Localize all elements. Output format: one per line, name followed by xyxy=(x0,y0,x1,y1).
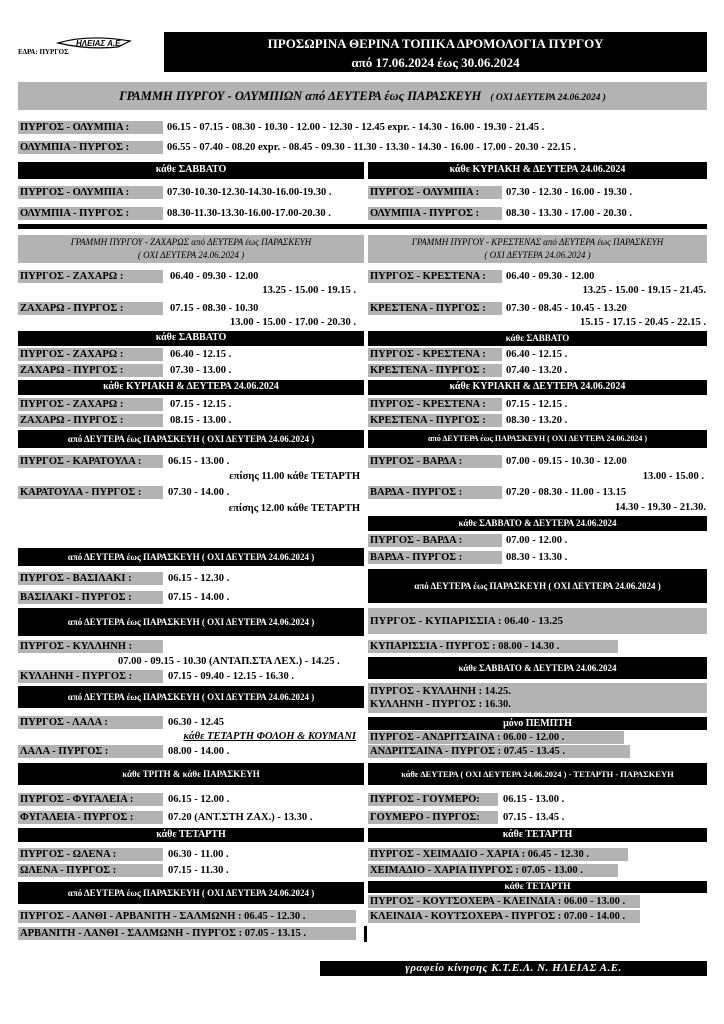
route-label: ΠΥΡΓΟΣ - ΟΛΥΜΠΙΑ : xyxy=(368,186,502,199)
title-line-2: από 17.06.2024 έως 30.06.2024 xyxy=(351,55,520,70)
route-times: 08.30-11.30-13.30-16.00-17.00-20.30 . xyxy=(167,208,331,219)
route-label: ΩΛΕΝΑ - ΠΥΡΓΟΣ : xyxy=(18,864,163,877)
varda-heading: από ΔΕΥΤΕΡΑ έως ΠΑΡΑΣΚΕΥΗ ( ΟΧΙ ΔΕΥΤΕΡΑ 24.06.2024 ) xyxy=(368,430,707,448)
varda-saturday-heading: κάθε ΣΑΒΒΑΤΟ & ΔΕΥΤΕΡΑ 24.06.2024 xyxy=(368,516,707,531)
route-label: ΠΥΡΓΟΣ - ΒΑΡΔΑ : xyxy=(368,534,502,547)
route-label: ΠΥΡΓΟΣ - ΚΡΕΣΤΕΝΑ : xyxy=(368,348,502,361)
route-times: 15.15 - 17.15 - 20.45 - 22.15 . xyxy=(580,317,706,328)
route-times: 06.40 - 09.30 - 12.00 xyxy=(506,271,595,282)
route-times: 08.30 - 13.30 - 17.00 - 20.30 . xyxy=(506,208,632,219)
fygaleia-heading: κάθε ΤΡΙΤΗ & κάθε ΠΑΡΑΣΚΕΥΗ xyxy=(18,763,364,785)
route-times: 08.30 - 13.20 . xyxy=(506,415,568,426)
route-times: 06.15 - 13.00 . xyxy=(503,794,565,805)
divider xyxy=(18,224,707,229)
koutsochera-heading: κάθε ΤΕΤΑΡΤΗ xyxy=(368,881,707,893)
olympia-heading-main: ΓΡΑΜΜΗ ΠΥΡΓΟΥ - ΟΛΥΜΠΙΩΝ από ΔΕΥΤΕΡΑ έως ΠΑΡΑΣΚΕΥΗ xyxy=(119,89,482,103)
route-times: 07.30-10.30-12.30-14.30-16.00-19.30 . xyxy=(167,187,332,198)
route-label: ΖΑΧΑΡΩ - ΠΥΡΓΟΣ : xyxy=(18,302,163,315)
route-times: 07.30 - 08.45 - 10.45 - 13.20 xyxy=(506,303,627,314)
zacharo-heading-line1: ΓΡΑΜΜΗ ΠΥΡΓΟΥ - ΖΑΧΑΡΩΣ από ΔΕΥΤΕΡΑ έως ΠΑΡΑΣΚΕΥΗ xyxy=(70,237,312,247)
route-label: ΠΥΡΓΟΣ - ΖΑΧΑΡΩ : xyxy=(18,348,163,361)
route-label: ΚΑΡΑΤΟΥΛΑ - ΠΥΡΓΟΣ : xyxy=(18,486,163,499)
route-times: 08.00 - 14.00 . xyxy=(168,746,230,757)
route-times: 06.40 - 09.30 - 12.00 xyxy=(170,271,259,282)
route-times: 08.30 - 13.30 . xyxy=(506,552,568,563)
title-line-1: ΠΡΟΣΩΡΙΝΑ ΘΕΡΙΝΑ ΤΟΠΙΚΑ ΔΡΟΜΟΛΟΓΙΑ ΠΥΡΓΟΥ xyxy=(267,36,604,51)
olympia-saturday-heading: κάθε ΣΑΒΒΑΤΟ xyxy=(18,162,364,179)
route-times: 07.15 - 09.40 - 12.15 - 16.30 . xyxy=(168,671,294,682)
route-times: 07.40 - 13.20 . xyxy=(506,365,568,376)
route-times: 07.15 - 08.30 - 10.30 xyxy=(170,303,259,314)
kyparissia-return: ΚΥΠΑΡΙΣΣΙΑ - ΠΥΡΓΟΣ : 08.00 - 14.30 . xyxy=(368,640,618,653)
route-label: ΟΛΥΜΠΙΑ - ΠΥΡΓΟΣ : xyxy=(368,207,502,220)
kyllini-heading: από ΔΕΥΤΕΡΑ έως ΠΑΡΑΣΚΕΥΗ ( ΟΧΙ ΔΕΥΤΕΡΑ 24.06.2024 ) xyxy=(18,608,364,636)
kyllini-saturday-return: ΚΥΛΛΗΝΗ - ΠΥΡΓΟΣ : 16.30. xyxy=(370,699,511,710)
route-label: ΚΥΛΛΗΝΗ - ΠΥΡΓΟΣ : xyxy=(18,670,163,683)
route-label: ΠΥΡΓΟΣ - ΦΥΓΑΛΕΙΑ : xyxy=(18,793,163,806)
lala-heading: από ΔΕΥΤΕΡΑ έως ΠΑΡΑΣΚΕΥΗ ( ΟΧΙ ΔΕΥΤΕΡΑ 24.06.2024 ) xyxy=(18,686,364,708)
route-times: 06.15 - 07.15 - 08.30 - 10.30 - 12.00 - 12.30 - 12.45 expr. - 14.30 - 16.00 - 19.30 - 21.45 . xyxy=(167,122,545,133)
route-times: 14.30 - 19.30 - 21.30. xyxy=(615,502,706,513)
cheimadio-outbound: ΠΥΡΓΟΣ - ΧΕΙΜΑΔΙΟ - ΧΑΡΙΑ : 06.45 - 12.30 . xyxy=(368,848,628,861)
route-label: ΠΥΡΓΟΣ - ΛΑΛΑ : xyxy=(18,716,163,729)
zacharo-sunday-heading: κάθε ΚΥΡΙΑΚΗ & ΔΕΥΤΕΡΑ 24.06.2024 xyxy=(18,380,364,395)
route-label: ΚΡΕΣΤΕΝΑ - ΠΥΡΓΟΣ : xyxy=(368,414,502,427)
route-label: ΠΥΡΓΟΣ - ΖΑΧΑΡΩ : xyxy=(18,398,163,411)
route-label: ΚΡΕΣΤΕΝΑ - ΠΥΡΓΟΣ : xyxy=(368,364,502,377)
route-label: ΖΑΧΑΡΩ - ΠΥΡΓΟΣ : xyxy=(18,364,163,377)
route-label: ΠΥΡΓΟΣ - ΚΡΕΣΤΕΝΑ : xyxy=(368,398,502,411)
route-label: ΖΑΧΑΡΩ - ΠΥΡΓΟΣ : xyxy=(18,414,163,427)
krestena-sunday-heading: κάθε ΚΥΡΙΑΚΗ & ΔΕΥΤΕΡΑ 24.06.2024 xyxy=(368,380,707,395)
route-times: 07.00 - 09.15 - 10.30 (ΑΝΤΑΠ.ΣΤΑ ΛΕΧ.) - 14.25 . xyxy=(118,656,340,667)
footer-office: γραφείο κίνησης Κ.Τ.Ε.Λ. Ν. ΗΛΕΙΑΣ Α.Ε. xyxy=(320,961,707,976)
karatoula-heading: από ΔΕΥΤΕΡΑ έως ΠΑΡΑΣΚΕΥΗ ( ΟΧΙ ΔΕΥΤΕΡΑ 24.06.2024 ) xyxy=(18,430,364,448)
logo-text: ΗΛΕΙΑΣ Α.Ε. xyxy=(76,39,123,48)
lala-wednesday-note: κάθε ΤΕΤΑΡΤΗ ΦΟΛΟΗ & ΚΟΥΜΑΝΙ xyxy=(183,731,356,742)
route-times: 06.15 - 12.30 . xyxy=(168,573,230,584)
route-times: 07.30 - 13.00 . xyxy=(170,365,232,376)
route-label: ΠΥΡΓΟΣ - ΚΡΕΣΤΕΝΑ : xyxy=(368,270,502,283)
route-times: 07.00 - 12.00 . xyxy=(506,535,568,546)
route-label: ΠΥΡΓΟΣ - ΓΟΥΜΕΡΟ: xyxy=(368,793,498,806)
route-times: 07.15 - 11.30 . xyxy=(168,865,229,876)
route-times: 06.40 - 12.15 . xyxy=(506,349,568,360)
route-label: ΠΥΡΓΟΣ - ΖΑΧΑΡΩ : xyxy=(18,270,163,283)
route-times: 07.15 - 12.15 . xyxy=(506,399,568,410)
lanthi-return: ΑΡΒΑΝΙΤΗ - ΛΑΝΘΙ - ΣΑΛΜΩΝΗ - ΠΥΡΓΟΣ : 07.05 - 13.15 . xyxy=(18,927,356,940)
andritsaina-outbound: ΠΥΡΓΟΣ - ΑΝΔΡΙΤΣΑΙΝΑ : 06.00 - 12.00 . xyxy=(368,731,624,744)
route-times: 08.15 - 13.00 . xyxy=(170,415,232,426)
route-times: 06.15 - 12.00 . xyxy=(168,794,230,805)
krestena-heading xyxy=(368,235,707,263)
route-label: ΒΑΡΔΑ - ΠΥΡΓΟΣ : xyxy=(368,551,502,564)
route-note: επίσης 11.00 κάθε ΤΕΤΑΡΤΗ xyxy=(229,471,360,482)
route-label: ΠΥΡΓΟΣ - ΟΛΥΜΠΙΑ : xyxy=(18,121,163,134)
andritsaina-return: ΑΝΔΡΙΤΣΑΙΝΑ - ΠΥΡΓΟΣ : 07.45 - 13.45 . xyxy=(368,745,630,758)
route-times: 06.55 - 07.40 - 08.20 expr. - 08.45 - 09.30 - 11.30 - 13.30 - 14.30 - 16.00 - 17.00 - 20.30 - 22.15 . xyxy=(167,142,577,153)
olena-heading: κάθε ΤΕΤΑΡΤΗ xyxy=(18,828,364,842)
lanthi-outbound: ΠΥΡΓΟΣ - ΛΑΝΘΙ - ΑΡΒΑΝΙΤΗ - ΣΑΛΜΩΝΗ : 06.45 - 12.30 . xyxy=(18,910,356,923)
route-label: ΟΛΥΜΠΙΑ - ΠΥΡΓΟΣ : xyxy=(18,141,163,154)
kyllini-saturday-block xyxy=(368,683,707,713)
route-times: 06.40 - 12.15 . xyxy=(170,349,232,360)
goumero-heading: κάθε ΔΕΥΤΕΡΑ ( ΟΧΙ ΔΕΥΤΕΡΑ 24.06.2024 ) - ΤΕΤΑΡΤΗ - ΠΑΡΑΣΚΕΥΗ xyxy=(368,763,707,785)
olympia-heading xyxy=(18,82,707,110)
route-times: 07.20 - 08.30 - 11.00 - 13.15 xyxy=(506,487,627,498)
route-times: 13.00 - 15.00 . xyxy=(642,471,704,482)
zacharo-heading-line2: ( ΟΧΙ ΔΕΥΤΕΡΑ 24.06.2024 ) xyxy=(137,250,245,260)
route-times: 07.15 - 13.45 . xyxy=(503,812,565,823)
route-label: ΒΑΡΔΑ - ΠΥΡΓΟΣ : xyxy=(368,486,502,499)
cheimadio-heading: κάθε ΤΕΤΑΡΤΗ xyxy=(368,828,707,842)
route-label: ΠΥΡΓΟΣ - ΟΛΥΜΠΙΑ : xyxy=(18,186,163,199)
route-label: ΒΑΣΙΛΑΚΙ - ΠΥΡΓΟΣ : xyxy=(18,591,163,604)
company-seat: ΕΔΡΑ: ΠΥΡΓΟΣ xyxy=(18,48,69,56)
route-label: ΠΥΡΓΟΣ - ΒΑΣΙΛΑΚΙ : xyxy=(18,572,163,585)
route-label: ΛΑΛΑ - ΠΥΡΓΟΣ : xyxy=(18,745,163,758)
route-label: ΠΥΡΓΟΣ - ΚΥΛΛΗΝΗ : xyxy=(18,640,163,653)
lanthi-heading: από ΔΕΥΤΕΡΑ έως ΠΑΡΑΣΚΕΥΗ ( ΟΧΙ ΔΕΥΤΕΡΑ 24.06.2024 ) xyxy=(18,882,364,904)
route-label: ΟΛΥΜΠΙΑ - ΠΥΡΓΟΣ : xyxy=(18,207,163,220)
cheimadio-return: ΧΕΙΜΑΔΙΟ - ΧΑΡΙΑ ΠΥΡΓΟΣ : 07.05 - 13.00 . xyxy=(368,864,618,877)
route-times: 07.00 - 09.15 - 10.30 - 12.00 xyxy=(506,456,627,467)
route-label: ΓΟΥΜΕΡΟ - ΠΥΡΓΟΣ: xyxy=(368,811,498,824)
zacharo-saturday-heading: κάθε ΣΑΒΒΑΤΟ xyxy=(18,331,364,346)
koutsochera-outbound: ΠΥΡΓΟΣ - ΚΟΥΤΣΟΧΕΡΑ - ΚΛΕΙΝΔΙΑ : 06.00 - 13.00 . xyxy=(368,895,640,908)
route-times: 07.15 - 12.15 . xyxy=(170,399,232,410)
route-times: 07.30 - 14.00 . xyxy=(168,487,230,498)
route-note: επίσης 12.00 κάθε ΤΕΤΑΡΤΗ xyxy=(228,503,360,514)
andritsaina-heading: μόνο ΠΕΜΠΤΗ xyxy=(368,717,707,730)
olympia-sunday-heading: κάθε ΚΥΡΙΑΚΗ & ΔΕΥΤΕΡΑ 24.06.2024 xyxy=(368,162,707,179)
route-times: 07.20 (ΑΝΤ.ΣΤΗ ΖΑΧ.) - 13.30 . xyxy=(168,812,313,823)
route-label: ΦΥΓΑΛΕΙΑ - ΠΥΡΓΟΣ : xyxy=(18,811,163,824)
kyllini-saturday-outbound: ΠΥΡΓΟΣ - ΚΥΛΛΗΝΗ : 14.25. xyxy=(370,686,511,697)
kyparissia-outbound: ΠΥΡΓΟΣ - ΚΥΠΑΡΙΣΣΙΑ : 06.40 - 13.25 xyxy=(368,608,707,634)
zacharo-heading xyxy=(18,235,364,263)
olympia-heading-note: ( ΟΧΙ ΔΕΥΤΕΡΑ 24.06.2024 ) xyxy=(490,93,606,103)
kyparissia-heading: από ΔΕΥΤΕΡΑ έως ΠΑΡΑΣΚΕΥΗ ( ΟΧΙ ΔΕΥΤΕΡΑ 24.06.2024 ) xyxy=(368,569,707,603)
route-times: 07.15 - 14.00 . xyxy=(168,592,230,603)
route-label: ΠΥΡΓΟΣ - ΩΛΕΝΑ : xyxy=(18,848,163,861)
krestena-heading-line2: ( ΟΧΙ ΔΕΥΤΕΡΑ 24.06.2024 ) xyxy=(484,250,591,260)
route-times: 13.25 - 15.00 - 19.15 - 21.45. xyxy=(582,285,706,296)
route-times: 07.30 - 12.30 - 16.00 - 19.30 . xyxy=(506,187,632,198)
route-times: 13.25 - 15.00 - 19.15 . xyxy=(262,285,356,296)
column-divider xyxy=(364,926,367,942)
route-label: ΚΡΕΣΤΕΝΑ - ΠΥΡΓΟΣ : xyxy=(368,302,502,315)
route-label: ΠΥΡΓΟΣ - ΒΑΡΔΑ : xyxy=(368,455,502,468)
koutsochera-return: ΚΛΕΙΝΔΙΑ - ΚΟΥΤΣΟΧΕΡΑ - ΠΥΡΓΟΣ : 07.00 - 14.00 . xyxy=(368,910,640,923)
kyllini-saturday-heading: κάθε ΣΑΒΒΑΤΟ & ΔΕΥΤΕΡΑ 24.06.2024 xyxy=(368,657,707,679)
route-label: ΠΥΡΓΟΣ - ΚΑΡΑΤΟΥΛΑ : xyxy=(18,455,163,468)
route-times: 06.30 - 12.45 xyxy=(168,717,224,728)
route-times: 06.30 - 11.00 . xyxy=(168,849,229,860)
route-times: 06.15 - 13.00 . xyxy=(168,456,230,467)
page-title xyxy=(164,32,707,72)
route-times: 13.00 - 15.00 - 17.00 - 20.30 . xyxy=(230,317,356,328)
krestena-heading-line1: ΓΡΑΜΜΗ ΠΥΡΓΟΥ - ΚΡΕΣΤΕΝΑΣ από ΔΕΥΤΕΡΑ έως ΠΑΡΑΣΚΕΥΗ xyxy=(411,237,664,247)
vasilaki-heading: από ΔΕΥΤΕΡΑ έως ΠΑΡΑΣΚΕΥΗ ( ΟΧΙ ΔΕΥΤΕΡΑ 24.06.2024 ) xyxy=(18,548,364,566)
krestena-saturday-heading: κάθε ΣΑΒΒΑΤΟ xyxy=(368,331,707,346)
